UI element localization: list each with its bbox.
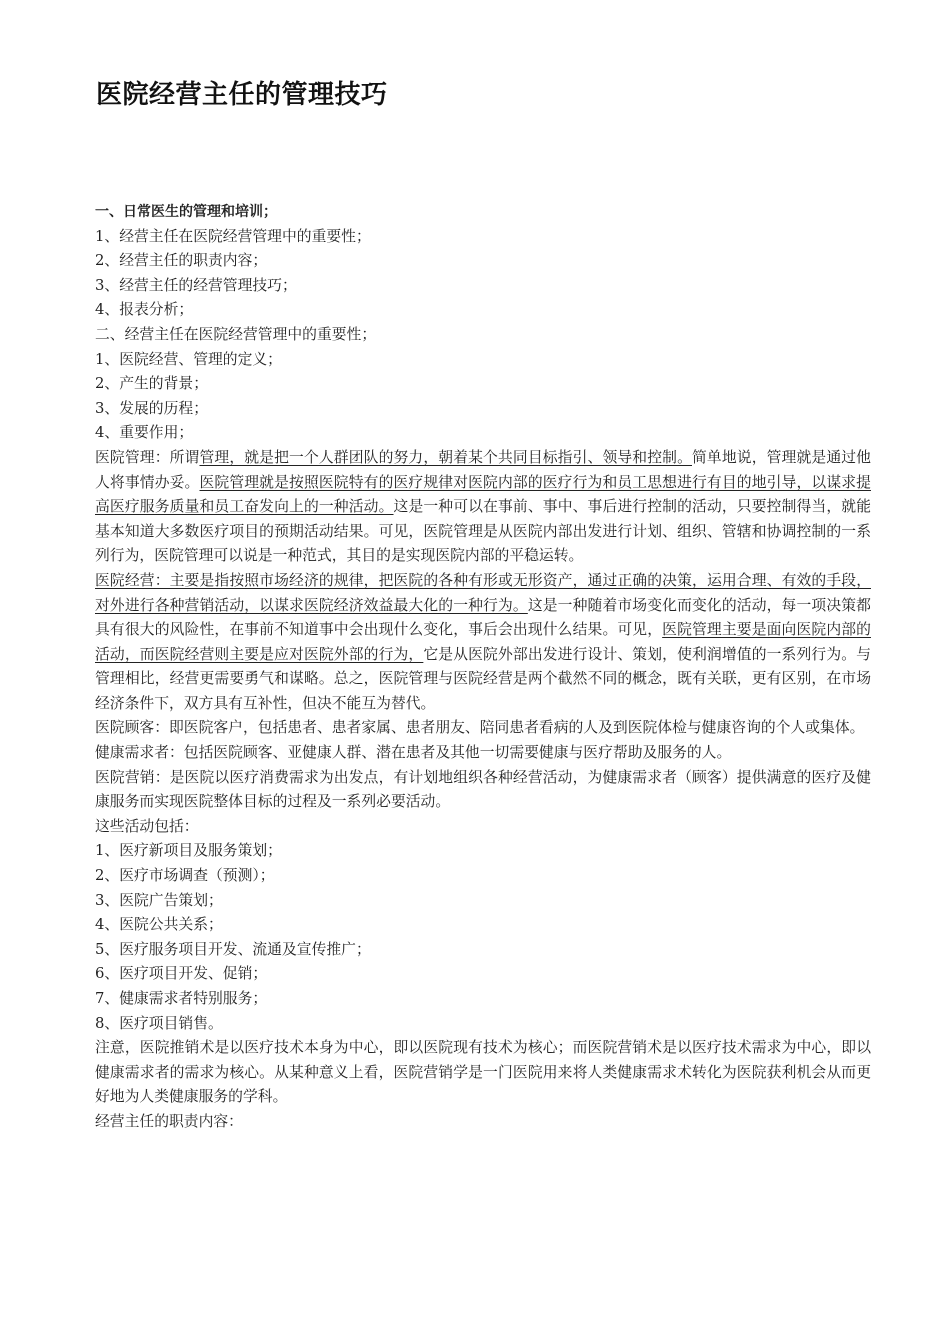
section1-item: 1、经营主任在医院经营管理中的重要性； — [95, 227, 371, 245]
section2-item: 2、产生的背景； — [95, 375, 208, 393]
section2-item: 4、重要作用； — [95, 424, 194, 442]
section2-item: 1、医院经营、管理的定义； — [95, 350, 282, 368]
section1-item: 4、报表分析； — [95, 301, 194, 319]
activity-item: 8、医疗项目销售。 — [95, 1014, 223, 1032]
section2-item: 3、发展的历程； — [95, 399, 208, 417]
note-paragraph: 注意，医院推销术是以医疗技术本身为中心，即以医院现有技术为核心；而医院营销术是以医疗技术需求为中心，即以健康需求者的需求为核心。从某种意义上看，医院营销学是一门医院用来将人类健康需求术转化为医院获利机会从而更好地为人类健康服务的学科。 — [95, 1039, 871, 1106]
section1-heading: 一、日常医生的管理和培训； — [95, 204, 277, 220]
operation-paragraph — [95, 569, 871, 717]
management-text: 医院管理：所谓 — [95, 448, 200, 466]
management-text: 简单地说，管理就是通过他人将事情办妥。 — [95, 448, 871, 491]
operation-underlined-text: 医院经营：主要是指按照市场经济的规律，把医院的各种有形或无形资产，通过正确的决策，运用合理、有效的手段，对外进行各种营销活动，以谋求医院经济效益最大化的一种行为。 — [95, 571, 871, 614]
activity-item: 6、医疗项目开发、促销； — [95, 965, 268, 983]
marketing-paragraph: 医院营销：是医院以医疗消费需求为出发点，有计划地组织各种经营活动，为健康需求者（顾客）提供满意的医疗及健康服务而实现医院整体目标的过程及一系列必要活动。 — [95, 768, 871, 811]
operation-text: 这是一种随着市场变化而变化的活动，每一项决策都具有很大的风险性，在事前不知道事中会出现什么变化，事后会出现什么结果。可见， — [95, 596, 871, 639]
section2-heading: 二、经营主任在医院经营管理中的重要性； — [95, 325, 377, 343]
activity-item: 5、医疗服务项目开发、流通及宣传推广； — [95, 940, 371, 958]
activities-intro: 这些活动包括： — [95, 817, 199, 835]
section1-item: 3、经营主任的经营管理技巧； — [95, 276, 297, 294]
demander-paragraph: 健康需求者：包括医院顾客、亚健康人群、潜在患者及其他一切需要健康与医疗帮助及服务的人。 — [95, 744, 732, 762]
activity-item: 3、医院广告策划； — [95, 891, 223, 909]
management-underlined-text: 管理，就是把一个人群团队的努力，朝着某个共同目标指引、领导和控制。 — [199, 448, 692, 466]
customer-paragraph: 医院顾客：即医院客户，包括患者、患者家属、患者朋友、陪同患者看病的人及到医院体检与健康咨询的个人或集体。 — [95, 719, 865, 737]
operation-text: 它是从医院外部出发进行设计、策划，使利润增值的一系列行为。与管理相比，经营更需要勇气和谋略。总之，医院管理与医院经营是两个截然不同的概念，既有关联，更有区别，在市场经济条件下，双方具有互补性，但决不能互为替代。 — [95, 645, 871, 712]
operation-underlined-text: 医院管理主要是面向医院内部的活动，而医院经营则主要是应对医院外部的行为， — [95, 621, 871, 663]
activity-item: 4、医院公共关系； — [95, 916, 223, 934]
activity-item: 2、医疗市场调查（预测）； — [95, 867, 275, 885]
management-underlined-text: 医院管理就是按照医院特有的医疗规律对医院内部的医疗行为和员工思想进行有目的地引导，以谋求提高医疗服务质量和员工奋发向上的一种活动。 — [95, 473, 871, 516]
management-text: 这是一种可以在事前、事中、事后进行控制的活动，只要控制得当，就能基本知道大多数医疗项目的预期活动结果。可见，医院管理是从医院内部出发进行计划、组织、管辖和协调控制的一系列行为，医院管理可以说是一种范式，其目的是实现医院内部的平稳运转。 — [95, 498, 871, 565]
management-paragraph — [95, 446, 871, 569]
duties-heading: 经营主任的职责内容： — [95, 1112, 243, 1130]
activity-item: 1、医疗新项目及服务策划； — [95, 842, 282, 860]
activity-item: 7、健康需求者特别服务； — [95, 990, 268, 1007]
document-body — [95, 200, 871, 1135]
document-title: 医院经营主任的管理技巧 — [96, 80, 388, 110]
section1-item: 2、经营主任的职责内容； — [95, 252, 268, 270]
